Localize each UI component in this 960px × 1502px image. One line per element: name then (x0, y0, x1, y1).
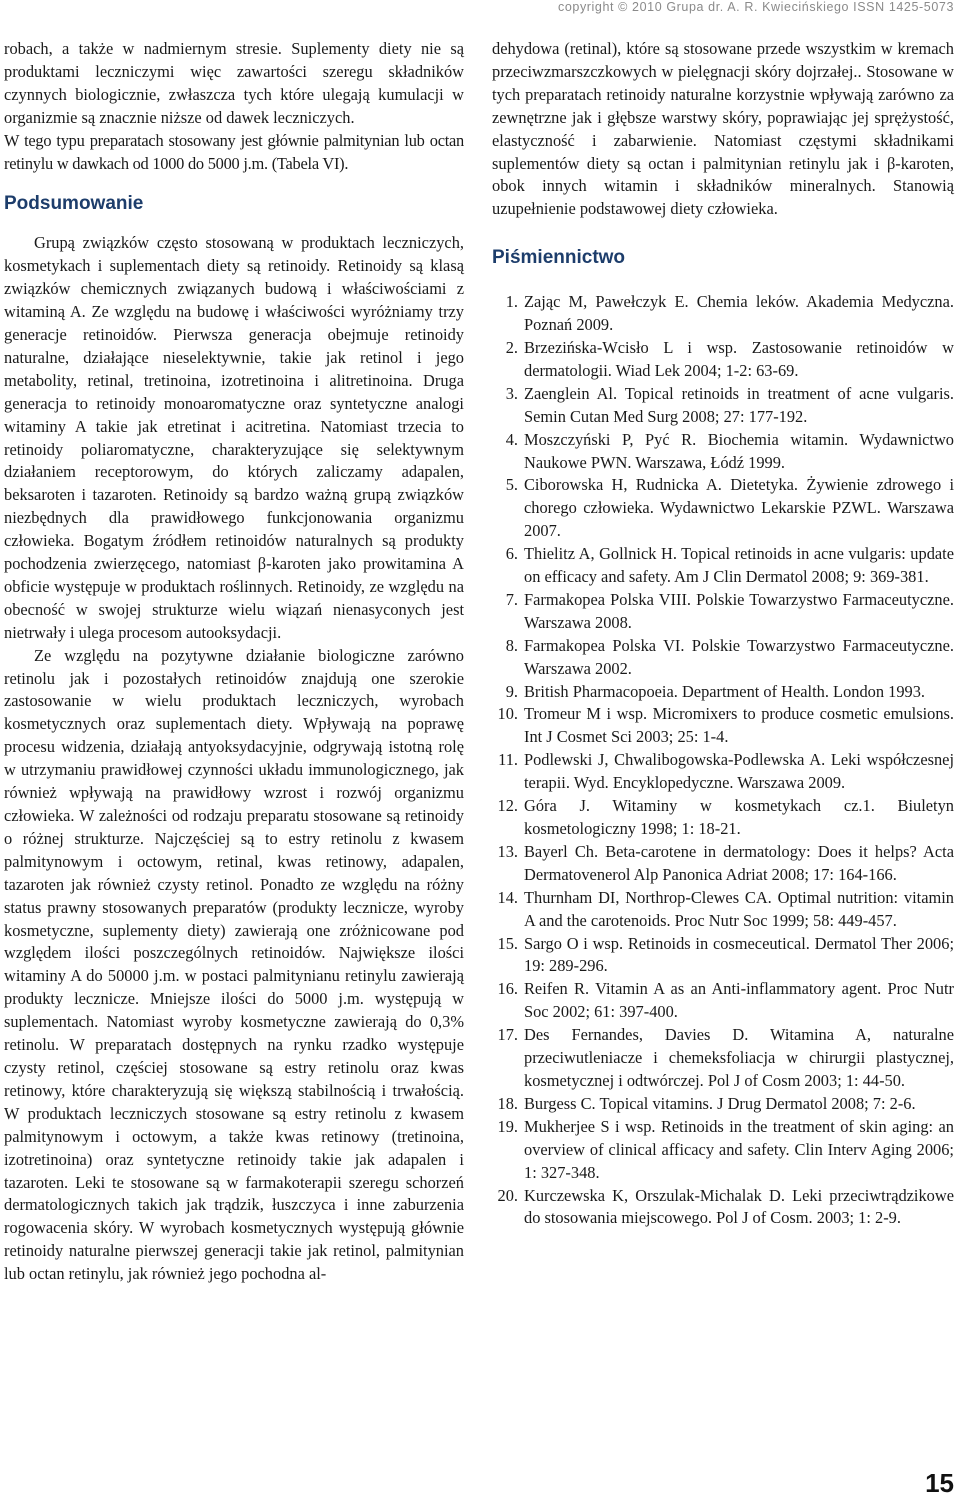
reference-number: 5. (505, 475, 518, 495)
reference-text: Thurnham DI, Northrop-Clewes CA. Optimal nutrition: vitamin A and the carotenoids. Proc Nutr Soc 1999; 58: 449-457. (524, 887, 954, 930)
reference-text: Thielitz A, Gollnick H. Topical retinoids in acne vulgaris: update on efficacy and safety. Am J Clin Dermatol 2008; 9: 369-381. (524, 544, 954, 587)
reference-number: 6. (505, 544, 518, 564)
reference-text: Góra J. Witaminy w kosmetykach cz.1. Biuletyn kosmetologiczny 1998; 1: 18-21. (524, 796, 954, 838)
reference-text: Bayerl Ch. Beta-carotene in dermatology: Does it helps? Acta Dermatovenerol Alp Panonica Adriat 2008; 17: 164-166. (524, 841, 954, 884)
reference-number: 13. (497, 841, 518, 861)
reference-number: 20. (497, 1185, 518, 1205)
reference-text: Des Fernandes, Davies D. Witamina A, naturalne przeciwutleniacze i chemeksfoliacja w chirurgii plastycznej, kosmetycznej i odtwórczej. Pol J of Cosm 2003; 1: 44-50. (524, 1025, 954, 1090)
reference-text: Farmakopea Polska VI. Polskie Towarzystwo Farmaceutyczne. Warszawa 2002. (524, 635, 954, 678)
reference-item (492, 887, 954, 933)
reference-item (492, 635, 954, 681)
reference-item (492, 978, 954, 1024)
reference-text: British Pharmacopoeia. Department of Health. London 1993. (524, 681, 926, 701)
reference-item (492, 1093, 954, 1116)
intro-paragraph: robach, a także w nadmiernym stresie. Suplementy diety nie są produktami leczniczymi więc zawartości szeregu składników czynnych biologicznie, zwłaszcza tych które ulegają kumulacji w organizmie są znacznie niższe od dawek leczniczych. (4, 39, 464, 127)
reference-text: Mukherjee S i wsp. Retinoids in the treatment of skin aging: an overview of clinical afficacy and safety. Clin Interv Aging 2006; 1: 327-348. (524, 1116, 954, 1182)
reference-item (492, 291, 954, 337)
reference-text: Tromeur M i wsp. Micromixers to produce cosmetic emulsions. Int J Cosmet Sci 2003; 25: 1-4. (524, 704, 954, 747)
reference-item (492, 543, 954, 589)
right-column (492, 38, 954, 1230)
reference-number: 16. (497, 979, 518, 999)
continuation-paragraph: dehydowa (retinal), które są stosowane przede wszystkim w kremach przeciwzmarszczkowych w pielęgnacji skóry dojrzałej.. Stosowane w tych preparatach retinoidy naturalne korzystnie wpływają zarówno za zewnętrzne jak i głębsze warstwy skóry, poprawiając jej sprężystość, elastyczność i zabarwienie. Natomiast częstymi składnikami suplementów diety są octan i palmitynian retinylu jak i β-karoten, obok innych witamin i składników mineralnych. Stanowią uzupełnienie podstawowej diety człowieka. (492, 39, 954, 219)
reference-number: 18. (497, 1093, 518, 1113)
reference-item (492, 795, 954, 841)
reference-text: Zając M, Pawełczyk E. Chemia leków. Akademia Medyczna. Poznań 2009. (524, 292, 954, 335)
references-heading: Piśmiennictwo (492, 247, 626, 269)
reference-text: Sargo O i wsp. Retinoids in cosmeceutical. Dermatol Ther 2006; 19: 289-296. (524, 933, 954, 976)
reference-text: Kurczewska K, Orszulak-Michalak D. Leki przeciwtrądzikowe do stosowania miejscowego. Pol J of Cosm. 2003; 1: 2-9. (524, 1185, 954, 1228)
reference-item (492, 681, 954, 704)
reference-item (492, 337, 954, 383)
summary-heading: Podsumowanie (4, 193, 144, 215)
reference-item (492, 1024, 954, 1093)
reference-number: 11. (498, 750, 518, 770)
reference-number: 8. (505, 635, 518, 655)
reference-item (492, 589, 954, 635)
reference-text: Ciborowska H, Rudnicka A. Dietetyka. Żywienie zdrowego i chorego człowieka. Wydawnictwo Lekarskie PZWL. Warszawa 2007. (524, 475, 954, 541)
reference-text: Farmakopea Polska VIII. Polskie Towarzystwo Farmaceutyczne. Warszawa 2008. (524, 589, 954, 632)
reference-text: Brzezińska-Wcisło L i wsp. Zastosowanie retinoidów w dermatologii. Wiad Lek 2004; 1-2: 63-69. (524, 337, 954, 380)
reference-number: 9. (505, 681, 518, 701)
reference-text: Reifen R. Vitamin A as an Anti-inflammatory agent. Proc Nutr Soc 2002; 61: 397-400. (524, 979, 954, 1022)
reference-number: 17. (497, 1025, 518, 1045)
reference-text: Podlewski J, Chwalibogowska-Podlewska A. Leki współczesnej terapii. Wyd. Encyklopedyczne. Warszawa 2009. (524, 750, 954, 793)
reference-number: 4. (505, 429, 518, 449)
reference-item (492, 1185, 954, 1231)
references-list (492, 291, 954, 1230)
reference-item (492, 1116, 954, 1185)
summary-paragraph: Ze względu na pozytywne działanie biologiczne zarówno retinolu jak i pozostałych retinoidów znajdują one szerokie zastosowanie w wielu produktach leczniczych, wyrobach kosmetycznych oraz suplementach diety. Wpływają na poprawę procesu widzenia, działają antyoksydacyjnie, odgrywają istotną rolę w utrzymaniu prawidłowej czynności układu immunologicznego, jak również wpływają na prawidłowy wzrost i rozwój organizmu człowieka. W zależności od rodzaju preparatu stosowane są retinoidy o różnej strukturze. Najczęściej są to estry retinolu z kwasem palmitynowym i octowym, retinal, kwas retinowy, adapalen, tazaroten jak również czysty retinol. Ponadto ze względu na różny status prawny stosowanych preparatów (produkty lecznicze, wyroby kosmetyczne, suplementy diety) zawierają one zróżnicowane pod względem ilości poszczególnych retinoidów. Największe ilości witaminy A do 50000 j.m. w postaci palmitynianu retinylu zawierają produkty lecznicze. Mniejsze ilości do 5000 j.m. występują w suplementach. Natomiast wyroby kosmetyczne zawierają do 0,3% retinolu. W preparatach dostępnych na rynku rzadko występuje czysty retinol, częściej stosowane są estry retinolu oraz kwas retinowy, które charakteryzują się większą stabilnością i trwałością. W produktach leczniczych stosowane są estry retinolu z kwasem palmitynowym i octowym, a także kwas retinowy (tretinoina, izotretinoina) oraz syntetyczne retinoidy takie jak adapalen i tazaroten. Leki te stosowane są w farmakoterapii szeregu schorzeń dermatologicznych takich jak trądzik, łuszczyca i inne zaburzenia rogowacenia skóry. W wyrobach kosmetycznych występują głównie retinoidy naturalne pierwszej generacji takie jak retinol, palmitynian lub octan retinylu, jak również jego pochodna al- (4, 645, 464, 1284)
reference-item (492, 703, 954, 749)
reference-item (492, 429, 954, 475)
reference-number: 15. (497, 933, 518, 953)
reference-number: 3. (505, 383, 518, 403)
reference-number: 1. (505, 292, 518, 312)
reference-item (492, 474, 954, 543)
page-number: 15 (925, 1468, 954, 1498)
reference-number: 14. (497, 887, 518, 907)
reference-number: 2. (505, 337, 518, 357)
intro-paragraph: W tego typu preparatach stosowany jest głównie palmitynian lub octan retinylu w dawkach od 1000 do 5000 j.m. (Tabela VI). (4, 130, 464, 173)
reference-number: 12. (497, 796, 518, 816)
reference-number: 7. (505, 589, 518, 609)
left-column (4, 38, 464, 1286)
reference-item (492, 383, 954, 429)
copyright-header: copyright © 2010 Grupa dr. A. R. Kwiecińskiego ISSN 1425-5073 (557, 0, 954, 14)
reference-number: 19. (497, 1116, 518, 1136)
summary-paragraph: Grupą związków często stosowaną w produktach leczniczych, kosmetykach i suplementach diety są retinoidy. Retinoidy są klasą związków chemicznych związanych budową i właściwościami z witaminą A. Ze względu na budowę i właściwości wyróżniamy trzy generacje retinoidów. Pierwsza generacja obejmuje retinoidy naturalne, działające nieselektywnie, takie jak retinol i jego metabolity, retinal, tretinoina, izotretinoina i alitretinoina. Druga generacja to retinoidy monoaromatyczne oraz syntetyczne analogi witaminy A takie jak etretinat i acitretina. Natomiast trzecia to retinoidy poliaromatyczne, charakteryzujące się selektywnym działaniem receptorowym, do których zaliczamy adapalen, beksaroten i tazaroten. Retinoidy są bardzo ważną grupą związków niezbędnych dla prawidłowego funkcjonowania organizmu człowieka. Bogatym źródłem retinoidów naturalnych są produkty pochodzenia zwierzęcego, natomiast β-karoten jako prowitamina A obficie występuje w produktach roślinnych. Retinoidy, ze względu na obecność w swojej strukturze wielu wiązań nienasyconych jest nietrwały i ulega procesom autooksydacji. (4, 233, 464, 642)
reference-text: Zaenglein Al. Topical retinoids in treatment of acne vulgaris. Semin Cutan Med Surg 2008; 27: 177-192. (524, 383, 954, 426)
reference-number: 10. (497, 704, 518, 724)
reference-item (492, 749, 954, 795)
reference-item (492, 933, 954, 979)
reference-item (492, 841, 954, 887)
reference-text: Moszczyński P, Pyć R. Biochemia witamin. Wydawnictwo Naukowe PWN. Warszawa, Łódź 1999. (524, 429, 954, 472)
reference-text: Burgess C. Topical vitamins. J Drug Dermatol 2008; 7: 2-6. (524, 1093, 916, 1113)
